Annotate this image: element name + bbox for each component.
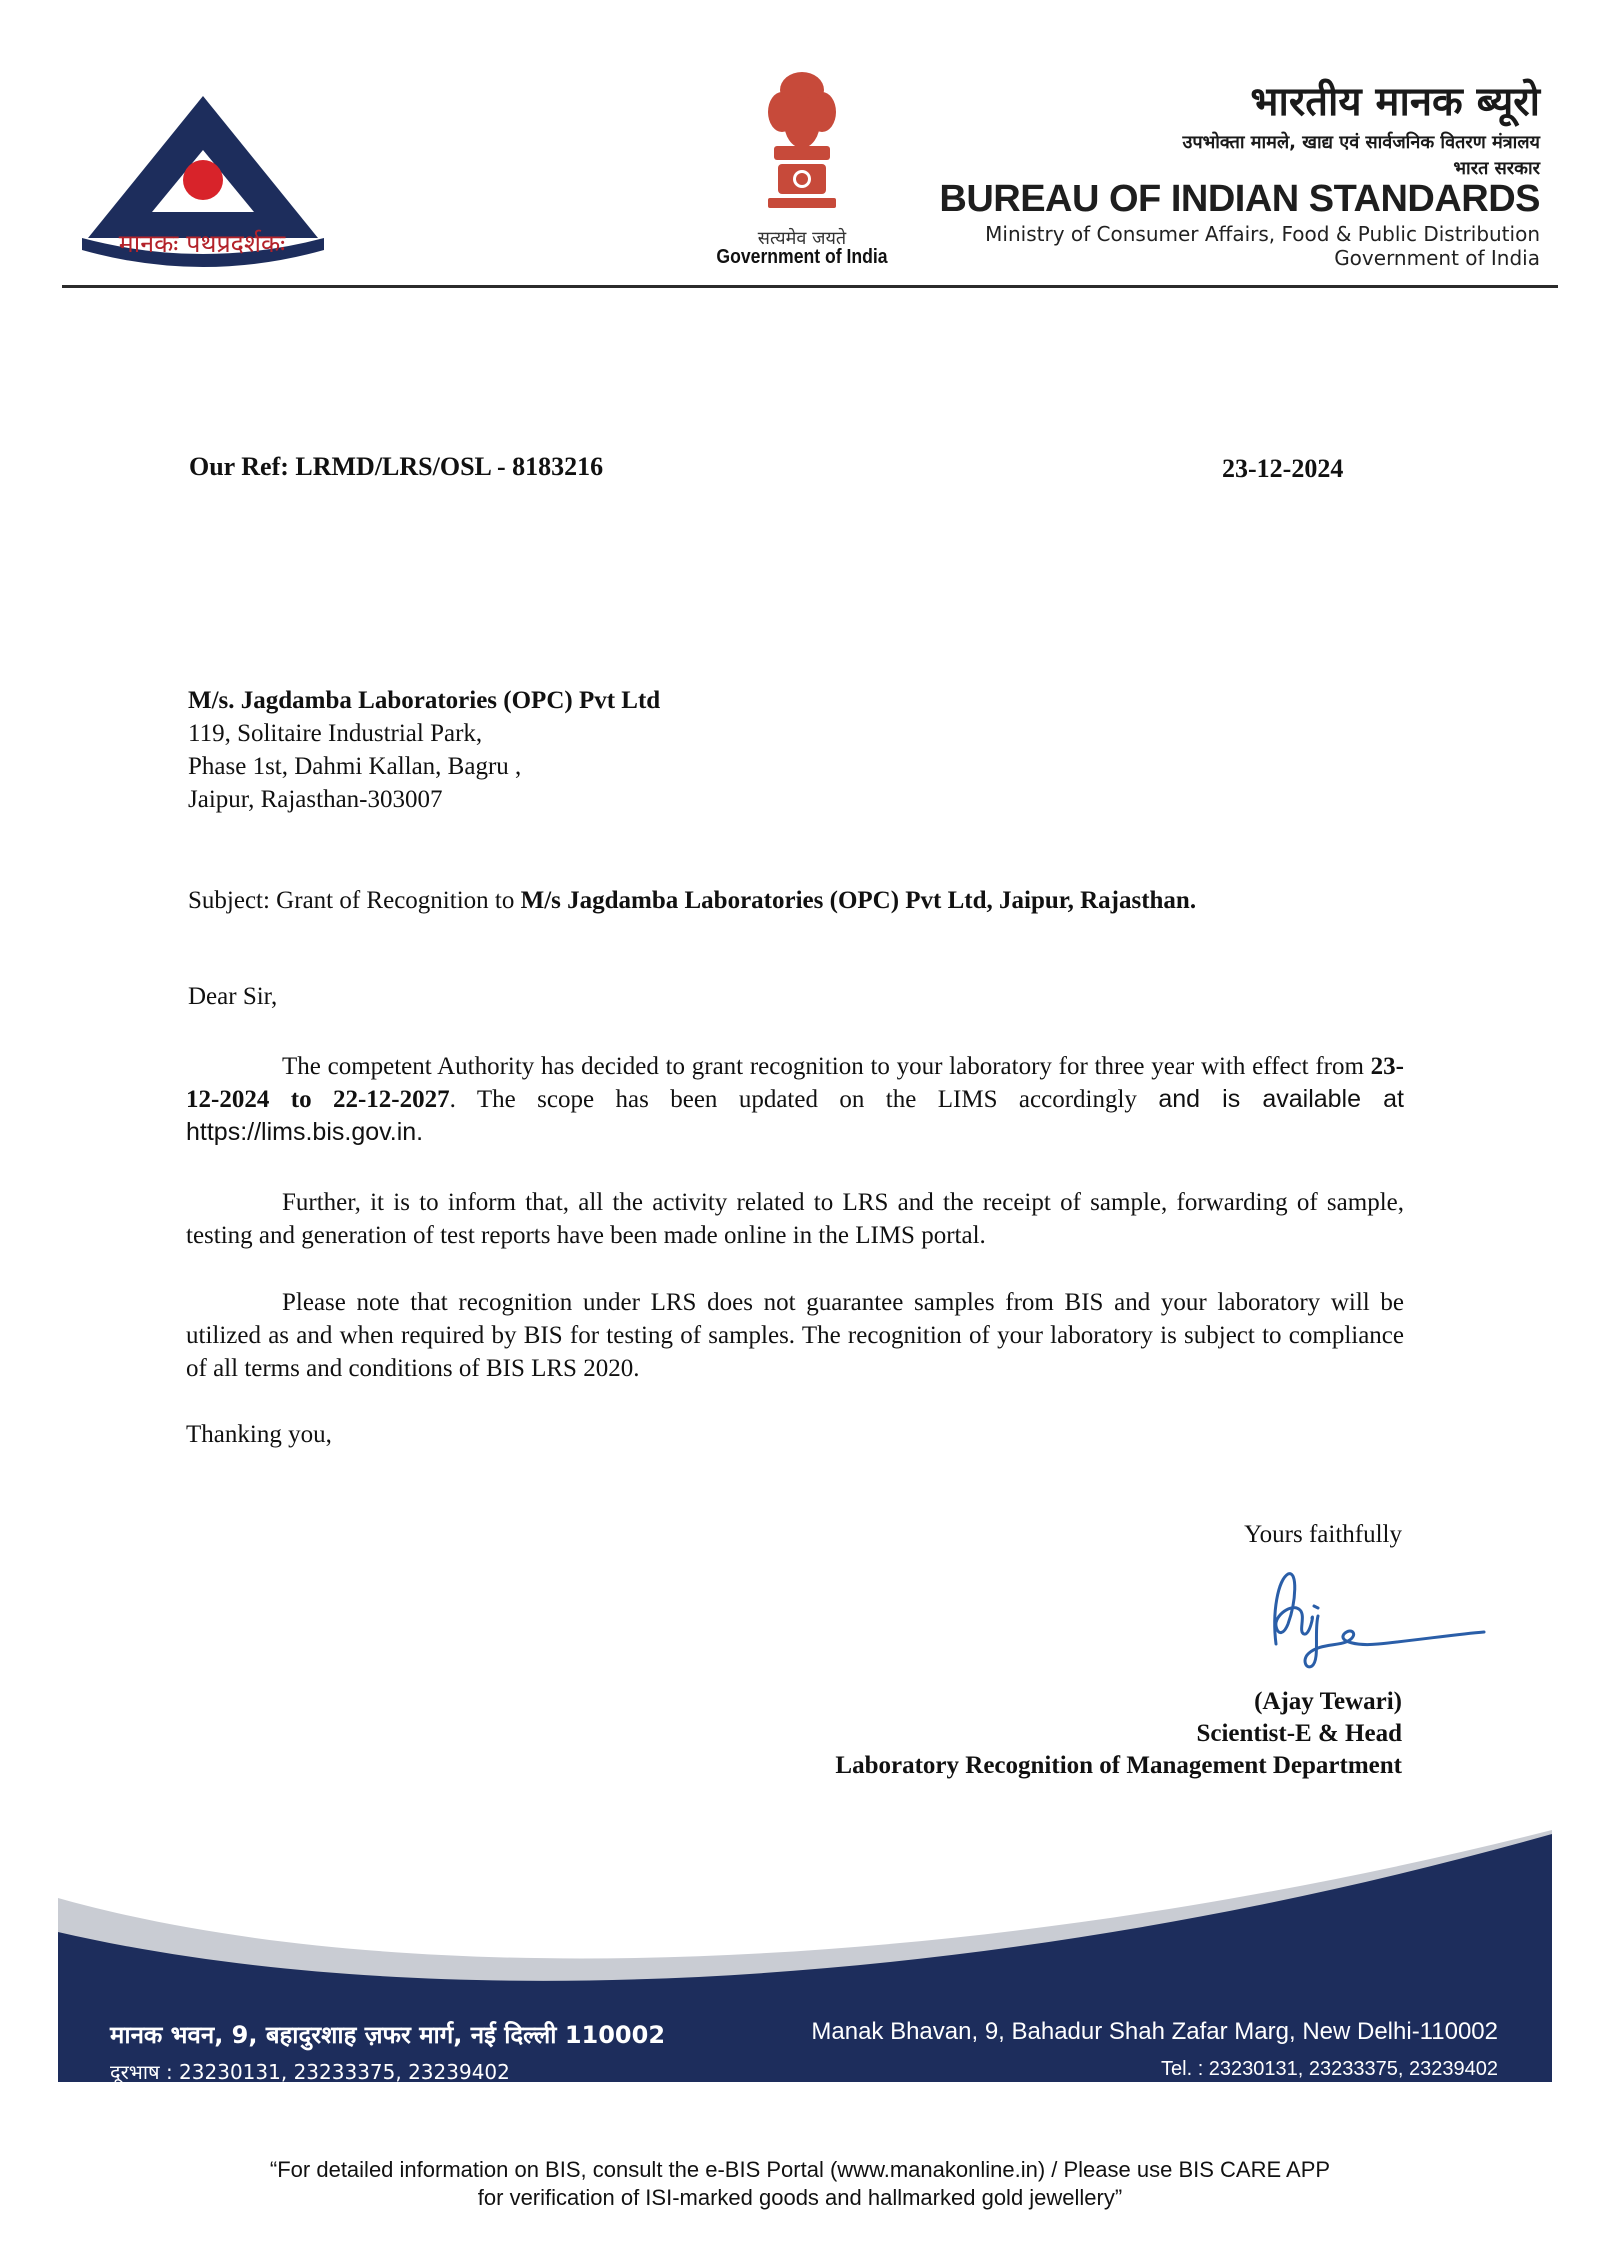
subject-prefix: Subject: Grant of Recognition to: [188, 887, 521, 914]
footer-hindi-address: मानक भवन, 9, बहादुरशाह ज़फर मार्ग, नई दिल्ली 110002: [110, 2021, 666, 2049]
addressee-line: 119, Solitaire Industrial Park,: [188, 720, 483, 747]
para3-text: Please note that recognition under LRS does not guarantee samples from BIS and your laboratory will be utilized as and when required by BIS for testing of samples. The recognition of your laboratory is subject to compliance of all terms and conditions of BIS LRS 2020.: [186, 1289, 1404, 1382]
footer-note: [0, 2156, 1600, 2212]
subject-line: [188, 884, 1196, 917]
footer-english-phone: Tel. : 23230131, 23233375, 23239402: [1161, 2058, 1498, 2080]
signer-title: Scientist-E & Head: [1196, 1720, 1402, 1747]
paragraph-recognition: [186, 1050, 1404, 1149]
footer-hindi-contact: ई–मेल : info@bis.gov.in वेबसाईट : www.bis.gov.in: [110, 2096, 563, 2120]
paragraph-lims: [186, 1186, 1404, 1252]
para1-text: The competent Authority has decided to grant recognition to your laboratory for three year with effect from: [282, 1053, 1371, 1080]
govt-hindi-name: भारत सरकार: [1453, 158, 1540, 179]
emblem-motto: सत्यमेव जयते: [757, 228, 847, 249]
footer-note-line: “For detailed information on BIS, consult the e-BIS Portal (www.manakonline.in) / Please use BIS CARE APP: [269, 2157, 1331, 2182]
national-emblem-icon: [752, 60, 852, 230]
para2-text: Further, it is to inform that, all the activity related to LRS and the receipt of sample, forwarding of sample, testing and generation of test reports have been made online in the LIMS portal.: [186, 1189, 1404, 1249]
letter-date: 23-12-2024: [1222, 454, 1344, 483]
para1-text2: . The scope has been updated on the LIMS accordingly: [449, 1086, 1159, 1113]
signature-icon: [1248, 1562, 1488, 1672]
paragraph-note: [186, 1286, 1404, 1385]
ministry-english-name: Ministry of Consumer Affairs, Food & Public Distribution: [985, 222, 1540, 246]
bureau-english-name: BUREAU OF INDIAN STANDARDS: [939, 178, 1540, 220]
salutation: Dear Sir,: [188, 983, 278, 1010]
footer-english-address: Manak Bhavan, 9, Bahadur Shah Zafar Marg, New Delhi-110002: [811, 2018, 1498, 2045]
para1-lims-text: and is available at https://lims.bis.gov.in.: [186, 1085, 1404, 1146]
signatory-block: [835, 1686, 1402, 1782]
reference-number: Our Ref: LRMD/LRS/OSL - 8183216: [189, 452, 604, 481]
addressee-line: Phase 1st, Dahmi Kallan, Bagru ,: [188, 753, 522, 780]
bis-logo-caption: मानकः पथप्रदर्शकः: [118, 229, 286, 258]
header-divider: [62, 285, 1558, 288]
signer-name: (Ajay Tewari): [1254, 1688, 1402, 1715]
subject-bold: M/s Jagdamba Laboratories (OPC) Pvt Ltd, Jaipur, Rajasthan.: [520, 887, 1197, 914]
ministry-hindi-name: उपभोक्ता मामले, खाद्य एवं सार्वजनिक वितरण मंत्रालय: [1182, 132, 1540, 153]
closing-line: Yours faithfully: [1244, 1521, 1402, 1548]
footer-english-contact: e-mail : info@bis.gov.in Website : www.bis.gov.in: [1066, 2094, 1498, 2116]
addressee-line: Jaipur, Rajasthan-303007: [188, 786, 443, 813]
footer-hindi-phone: दूरभाष : 23230131, 23233375, 23239402: [110, 2060, 510, 2084]
bureau-hindi-name: भारतीय मानक ब्यूरो: [1250, 79, 1540, 125]
para1-validity: 23-12-2024 to 22-12-2027: [186, 1053, 1404, 1113]
addressee-block: [188, 684, 1088, 816]
signer-department: Laboratory Recognition of Management Department: [835, 1752, 1402, 1779]
thanking-line: Thanking you,: [186, 1421, 332, 1448]
footer-note-line: for verification of ISI-marked goods and hallmarked gold jewellery”: [477, 2185, 1123, 2210]
emblem-label: Government of India: [716, 246, 888, 268]
addressee-name: M/s. Jagdamba Laboratories (OPC) Pvt Ltd: [188, 687, 661, 714]
govt-english-name: Government of India: [1334, 246, 1540, 270]
